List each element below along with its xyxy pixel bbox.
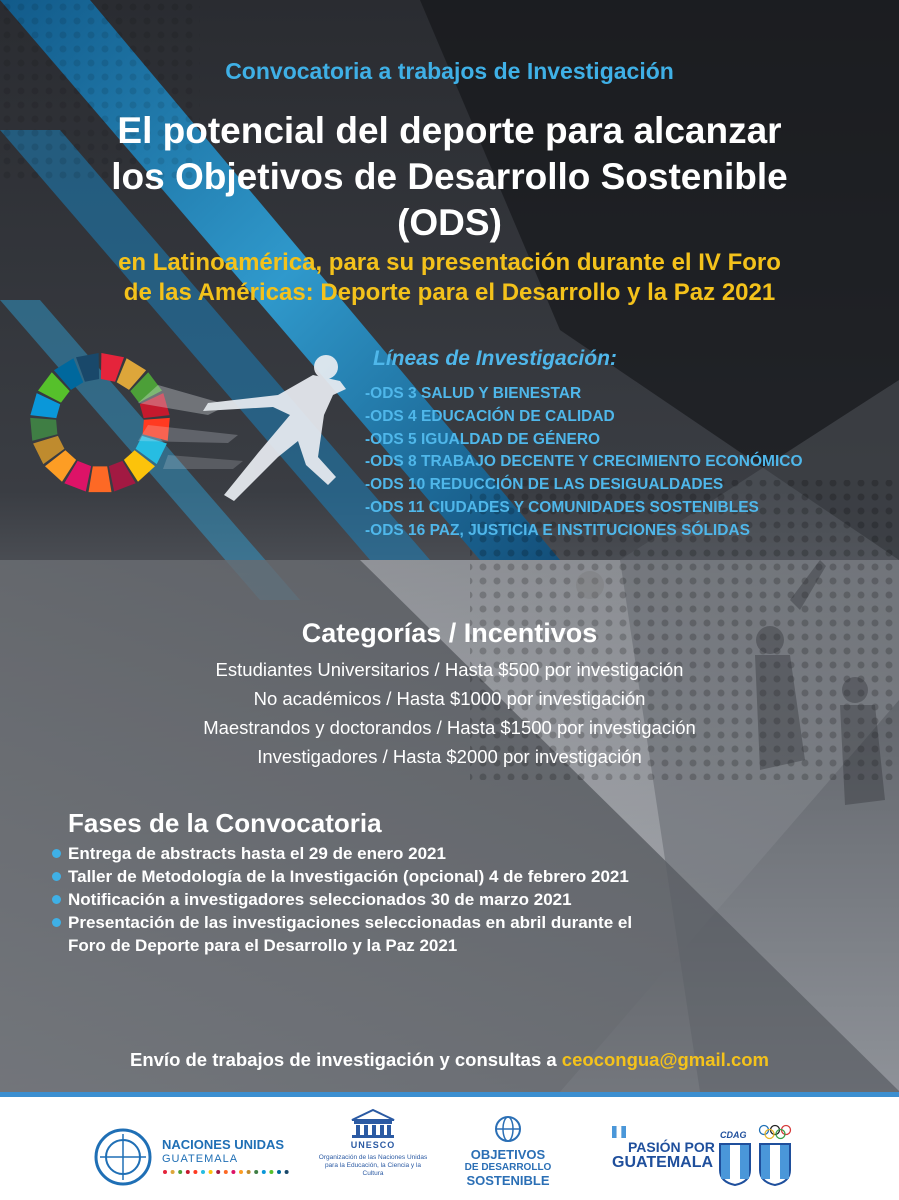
sdg-runner-illustration [28,345,348,515]
unesco-wordmark: UNESCO [350,1140,396,1150]
title-line-2: los Objetivos de Desarrollo Sostenible [111,156,788,197]
submission-line [0,1049,899,1071]
un-guatemala-sub: GUATEMALA [162,1153,239,1165]
footer-divider [0,1092,899,1097]
submission-text: Envío de trabajos de investigación y consultas a [130,1049,562,1070]
sdg-wheel-segment [89,466,112,492]
sdg-color-dot [262,1170,266,1174]
un-dots-strip [162,1169,292,1175]
categories-heading: Categorías / Incentivos [301,618,598,648]
cdag-logo-text: CDAG [720,1130,747,1140]
category-item: Maestrandos y doctorandos / Hasta $1500 por investigación [203,717,696,738]
phase-item [52,888,652,911]
sdg-color-dot [277,1170,281,1174]
ods-logo-line-2: DE DESARROLLO [464,1162,552,1173]
coguate-shield-icon [758,1142,792,1186]
guatemala-flag-icon [612,1126,626,1138]
poster-title [0,108,899,246]
sdg-color-dot [186,1170,190,1174]
subtitle-line-1: en Latinoamérica, para su presentación durante el IV Foro [118,249,781,276]
sdg-color-dot [216,1170,220,1174]
sdg-color-dot [231,1170,235,1174]
sdg-color-dot [239,1170,243,1174]
categories-list [0,655,899,771]
research-line-item: -ODS 5 IGUALDAD DE GÉNERO [365,430,601,448]
olympic-rings-icon [758,1124,792,1140]
sdg-color-dot [178,1170,182,1174]
sdg-color-dot [224,1170,228,1174]
pasion-por-guatemala-logo [612,1140,715,1170]
pasion-line-1: PASIÓN POR [628,1139,715,1155]
research-line-item: -ODS 8 TRABAJO DECENTE Y CRECIMIENTO ECONÓMICO [365,453,803,471]
bullet-icon [52,918,61,927]
sdg-color-dot [254,1170,258,1174]
unesco-caption: Organización de las Naciones Unidas para la Educación, la Ciencia y la Cultura [318,1154,428,1177]
sdg-color-dot [201,1170,205,1174]
bullet-icon [52,872,61,881]
ods-logo-text [458,1148,558,1187]
sdg-wheel-icon [30,353,170,492]
title-line-3: (ODS) [397,202,502,243]
phases-list [52,842,652,957]
category-item: No académicos / Hasta $1000 por investigación [253,688,646,709]
bullet-icon [52,849,61,858]
research-lines-list [365,383,803,543]
subtitle-line-2: de las Américas: Deporte para el Desarrollo y la Paz 2021 [123,279,776,306]
call-kicker: Convocatoria a trabajos de Investigación [225,58,674,84]
sdg-color-dot [285,1170,289,1174]
cdag-shield-icon [718,1142,752,1186]
pasion-line-2: GUATEMALA [612,1154,714,1171]
unesco-temple-icon [350,1108,396,1138]
runner-figure-icon [138,355,346,501]
title-line-1: El potencial del deporte para alcanzar [117,110,782,151]
category-item: Estudiantes Universitarios / Hasta $500 por investigación [215,659,684,680]
phase-text: Notificación a investigadores seleccionados 30 de marzo 2021 [68,890,572,909]
sdg-color-dot [163,1170,167,1174]
phase-text: Taller de Metodología de la Investigación (opcional) 4 de febrero 2021 [68,867,629,886]
phase-text: Presentación de las investigaciones seleccionadas en abril durante el Foro de Deporte para el Desarrollo y la Paz 2021 [68,913,633,955]
sdg-color-dot [209,1170,213,1174]
sdg-color-dot [247,1170,251,1174]
research-line-item: -ODS 11 CIUDADES Y COMUNIDADES SOSTENIBLES [365,498,759,516]
research-line-item: -ODS 4 EDUCACIÓN DE CALIDAD [365,407,615,425]
contact-email-link[interactable]: ceocongua@gmail.com [561,1049,769,1070]
sdg-color-dot [269,1170,273,1174]
phase-item [52,911,652,957]
research-line-item: -ODS 10 REDUCCIÓN DE LAS DESIGUALDADES [365,476,724,494]
ods-logo-line-1: OBJETIVOS [470,1147,546,1162]
un-emblem-icon [92,1126,154,1188]
sdg-color-dot [171,1170,175,1174]
research-line-item: -ODS 16 PAZ, JUSTICIA E INSTITUCIONES SÓLIDAS [365,521,750,539]
poster-subtitle [0,248,899,308]
phase-item [52,865,652,888]
sdg-globe-icon [493,1114,523,1144]
phase-text: Entrega de abstracts hasta el 29 de enero 2021 [68,844,446,863]
sdg-color-dot [193,1170,197,1174]
bullet-icon [52,895,61,904]
phase-item [52,842,652,865]
ods-logo-line-3: SOSTENIBLE [466,1173,550,1188]
research-lines-heading: Líneas de Investigación: [373,347,617,370]
phases-heading: Fases de la Convocatoria [68,808,382,838]
un-guatemala-name: NACIONES UNIDAS [162,1137,285,1152]
category-item: Investigadores / Hasta $2000 por investigación [257,746,642,767]
research-line-item: -ODS 3 SALUD Y BIENESTAR [365,385,582,402]
